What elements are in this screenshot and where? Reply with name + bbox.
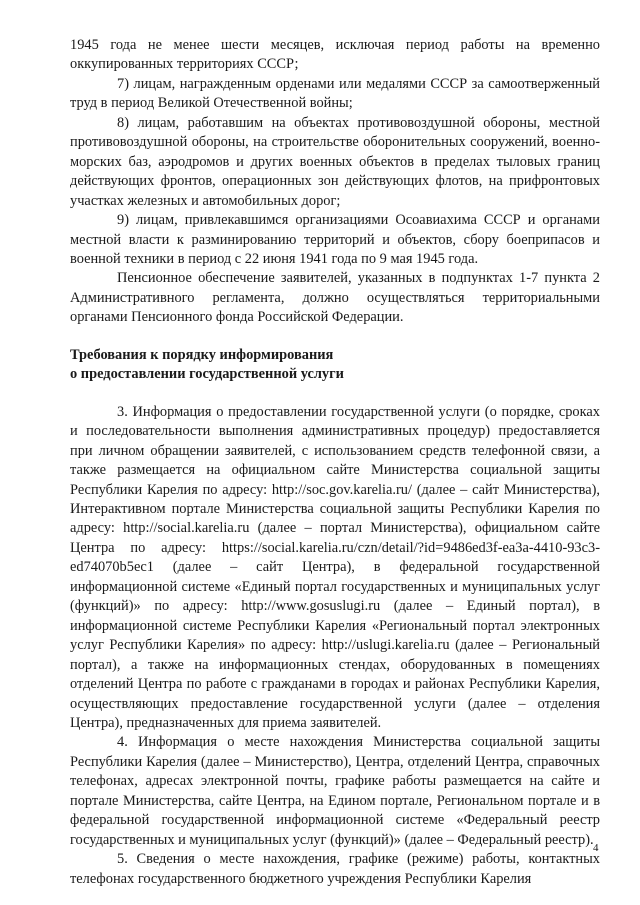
section-heading-line-2: о предоставлении государственной услуги (70, 366, 344, 383)
paragraph-3: 3. Информация о предоставлении государственной услуги (о порядке, сроках и последовательности выполнения административных процедур) предоставляется при личном обращении заявителей, с использованием средств телефонной связи, а также размещается на официальном сайте Министерства социальной защиты Республики Карелия по адресу: http://soc.gov.karelia.ru/ (далее – сайт Министерства), Интерактивном портале Министерства социальной защиты Республики Карелия по адресу: http://social.karelia.ru (далее – портал Министерства), официальном сайте Центра по адресу: https://social.karelia.ru/czn/detail/?id=9486ed3f-ea3a-4410-93c3-ed74070b5ec1 (далее – сайт Центра), в федеральной государственной информационной системе «Единый портал государственных и муниципальных услуг (функций)» по адресу: http://www.gosuslugi.ru (далее – Единый портал), в информационной системе Республики Карелия «Региональный портал электронных услуг Республики Карелия» по адресу: http://uslugi.karelia.ru (далее – Региональный портал), а также на информационных стендах, оборудованных в помещениях отделений Центра по работе с гражданами в городах и районах Республики Карелия, осуществляющих предоставление государственной услуги (далее – отделения Центра), предназначенных для приема заявителей. (70, 403, 600, 731)
section-spacer (70, 328, 600, 346)
paragraph-item-9: 9) лицам, привлекавшимся организациями Осоавиахима СССР и органами местной власти к разминированию территорий и объектов, сбору боеприпасов и военной техники в период с 22 июня 1941 года по 9 мая 1945 года. (70, 212, 600, 267)
paragraph-pension: Пенсионное обеспечение заявителей, указанных в подпунктах 1-7 пункта 2 Административного регламента, должно осуществляться территориальными органами Пенсионного фонда Российской Федерации. (70, 270, 600, 326)
document-body (70, 36, 600, 889)
section-spacer (70, 385, 600, 403)
paragraph-4: 4. Информация о месте нахождения Министерства социальной защиты Республики Карелия (далее – Министерство), Центра, отделений Центра, справочных телефонах, адресах электронной почты, графике работы размещается на сайте и портале Министерства, сайте Центра, на Едином портале, Региональном портале и в федеральной государственной информационной системе «Федеральный реестр государственных и муниципальных услуг (функций)» (далее – Федеральный реестр). (70, 734, 600, 848)
paragraph-item-8: 8) лицам, работавшим на объектах противовоздушной обороны, местной противовоздушной обороны, на строительстве оборонительных сооружений, военно-морских баз, аэродромов и других военных объектов в пределах тыловых границ действующих фронтов, операционных зон действующих флотов, на прифронтовых участках железных и автомобильных дорог; (70, 114, 600, 209)
paragraph-item-7: 7) лицам, награжденным орденами или медалями СССР за самоотверженный труд в период Великой Отечественной войны; (70, 75, 600, 112)
section-heading-line-1: Требования к порядку информирования (70, 346, 334, 363)
page-number: 4 (593, 842, 599, 854)
paragraph-5: 5. Сведения о месте нахождения, графике (режиме) работы, контактных телефонах государственного бюджетного учреждения Республики Карелия (70, 851, 600, 887)
paragraph-continuation: 1945 года не менее шести месяцев, исключая период работы на временно оккупированных территориях СССР; (70, 37, 600, 73)
